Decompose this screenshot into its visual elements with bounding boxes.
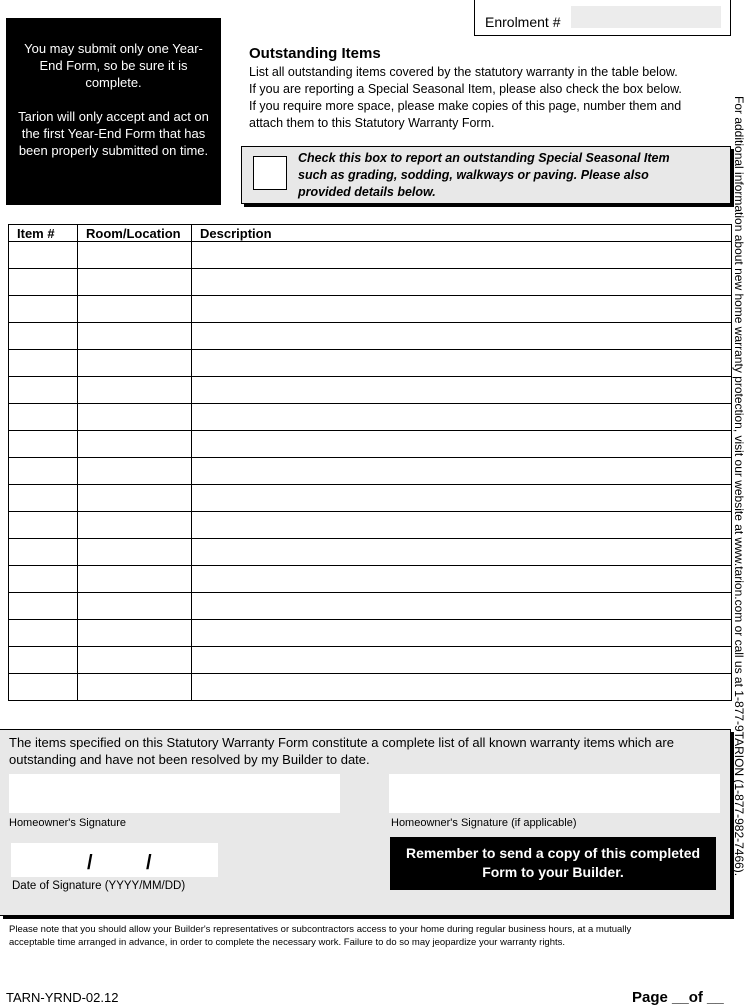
- header-description: Description: [192, 225, 732, 242]
- notice-para-1: You may submit only one Year-End Form, so be sure it is complete.: [24, 41, 203, 90]
- description-cell[interactable]: [192, 458, 732, 485]
- second-homeowner-signature-label: Homeowner's Signature (if applicable): [391, 817, 577, 829]
- room-location-cell[interactable]: [78, 377, 192, 404]
- table-row: [9, 350, 732, 377]
- item-number-cell[interactable]: [9, 404, 78, 431]
- description-cell[interactable]: [192, 512, 732, 539]
- item-number-cell[interactable]: [9, 458, 78, 485]
- date-of-signature-field[interactable]: [11, 843, 218, 877]
- description-cell[interactable]: [192, 323, 732, 350]
- table-header-row: [9, 225, 732, 242]
- seasonal-item-checkbox[interactable]: [253, 156, 287, 190]
- table-row: [9, 323, 732, 350]
- room-location-cell[interactable]: [78, 620, 192, 647]
- description-cell[interactable]: [192, 431, 732, 458]
- item-number-cell[interactable]: [9, 377, 78, 404]
- item-number-cell[interactable]: [9, 242, 78, 269]
- date-slash-2: /: [146, 852, 152, 874]
- room-location-cell[interactable]: [78, 674, 192, 701]
- item-number-cell[interactable]: [9, 323, 78, 350]
- table-row: [9, 512, 732, 539]
- table-row: [9, 377, 732, 404]
- page-number: Page __of __: [632, 989, 724, 1006]
- room-location-cell[interactable]: [78, 350, 192, 377]
- enrolment-box: [474, 0, 731, 36]
- seasonal-item-panel: [241, 146, 731, 204]
- item-number-cell[interactable]: [9, 485, 78, 512]
- room-location-cell[interactable]: [78, 566, 192, 593]
- description-cell[interactable]: [192, 539, 732, 566]
- room-location-cell[interactable]: [78, 296, 192, 323]
- room-location-cell[interactable]: [78, 269, 192, 296]
- footnote-line-1: Please note that you should allow your Builder's representatives or subcontractors access to your home during regular business hours, at a mutually: [9, 924, 632, 935]
- description-cell[interactable]: [192, 593, 732, 620]
- outstanding-line-3: If you require more space, please make copies of this page, number them and: [249, 99, 682, 113]
- room-location-cell[interactable]: [78, 431, 192, 458]
- homeowner-signature-field[interactable]: [9, 774, 340, 813]
- description-cell[interactable]: [192, 350, 732, 377]
- table-row: [9, 566, 732, 593]
- room-location-cell[interactable]: [78, 458, 192, 485]
- table-row: [9, 404, 732, 431]
- seasonal-line-2: such as grading, sodding, walkways or paving. Please also: [298, 168, 649, 182]
- item-number-cell[interactable]: [9, 620, 78, 647]
- seasonal-line-3: provided details below.: [298, 185, 436, 199]
- date-of-signature-label: Date of Signature (YYYY/MM/DD): [12, 880, 186, 892]
- second-homeowner-signature-field[interactable]: [389, 774, 720, 813]
- room-location-cell[interactable]: [78, 485, 192, 512]
- footnote-line-2: acceptable time arranged in advance, in order to complete the necessary work. Failure to do so may jeopardize your warranty rights.: [9, 937, 566, 948]
- item-number-cell[interactable]: [9, 512, 78, 539]
- table-row: [9, 620, 732, 647]
- enrolment-input[interactable]: [571, 6, 721, 28]
- room-location-cell[interactable]: [78, 512, 192, 539]
- declaration-line-2: outstanding and have not been resolved by my Builder to date.: [9, 752, 370, 767]
- remember-banner: [390, 837, 716, 890]
- item-number-cell[interactable]: [9, 296, 78, 323]
- table-row: [9, 269, 732, 296]
- description-cell[interactable]: [192, 296, 732, 323]
- outstanding-title: Outstanding Items: [249, 45, 381, 62]
- outstanding-line-2: If you are reporting a Special Seasonal Item, please also check the box below.: [249, 82, 682, 96]
- table-row: [9, 674, 732, 701]
- description-cell[interactable]: [192, 674, 732, 701]
- item-number-cell[interactable]: [9, 431, 78, 458]
- notice-para-2: Tarion will only accept and act on the first Year-End Form that has been properly submitted on time.: [18, 109, 209, 158]
- room-location-cell[interactable]: [78, 323, 192, 350]
- description-cell[interactable]: [192, 647, 732, 674]
- table-row: [9, 458, 732, 485]
- table-row: [9, 485, 732, 512]
- remember-line-2: Form to your Builder.: [482, 864, 624, 880]
- description-cell[interactable]: [192, 269, 732, 296]
- declaration-section: [0, 729, 731, 916]
- side-contact-note: For additional information about new home warranty protection, visit our website at www.tarion.com or call us at 1-877-9TARION (1-877-982-7466).: [732, 96, 746, 877]
- notice-panel: [6, 18, 221, 205]
- description-cell[interactable]: [192, 377, 732, 404]
- room-location-cell[interactable]: [78, 242, 192, 269]
- enrolment-label: Enrolment #: [485, 13, 561, 30]
- header-item-number: Item #: [9, 225, 78, 242]
- item-number-cell[interactable]: [9, 350, 78, 377]
- table-row: [9, 647, 732, 674]
- table-row: [9, 539, 732, 566]
- outstanding-items-table: [8, 224, 732, 701]
- table-row: [9, 296, 732, 323]
- description-cell[interactable]: [192, 485, 732, 512]
- room-location-cell[interactable]: [78, 593, 192, 620]
- item-number-cell[interactable]: [9, 674, 78, 701]
- item-number-cell[interactable]: [9, 269, 78, 296]
- description-cell[interactable]: [192, 242, 732, 269]
- item-number-cell[interactable]: [9, 647, 78, 674]
- room-location-cell[interactable]: [78, 647, 192, 674]
- date-slash-1: /: [87, 852, 93, 874]
- description-cell[interactable]: [192, 620, 732, 647]
- header-room-location: Room/Location: [78, 225, 192, 242]
- description-cell[interactable]: [192, 404, 732, 431]
- room-location-cell[interactable]: [78, 539, 192, 566]
- homeowner-signature-label: Homeowner's Signature: [9, 817, 127, 829]
- room-location-cell[interactable]: [78, 404, 192, 431]
- description-cell[interactable]: [192, 566, 732, 593]
- item-number-cell[interactable]: [9, 566, 78, 593]
- table-row: [9, 242, 732, 269]
- form-code: TARN-YRND-02.12: [6, 990, 119, 1005]
- outstanding-line-1: List all outstanding items covered by the statutory warranty in the table below.: [249, 65, 678, 79]
- remember-line-1: Remember to send a copy of this completed: [405, 845, 701, 861]
- item-number-cell[interactable]: [9, 539, 78, 566]
- outstanding-line-4: attach them to this Statutory Warranty Form.: [249, 116, 495, 130]
- declaration-line-1: The items specified on this Statutory Warranty Form constitute a complete list of all known warranty items which are: [9, 735, 674, 750]
- seasonal-line-1: Check this box to report an outstanding Special Seasonal Item: [298, 151, 670, 165]
- table-row: [9, 593, 732, 620]
- item-number-cell[interactable]: [9, 593, 78, 620]
- table-row: [9, 431, 732, 458]
